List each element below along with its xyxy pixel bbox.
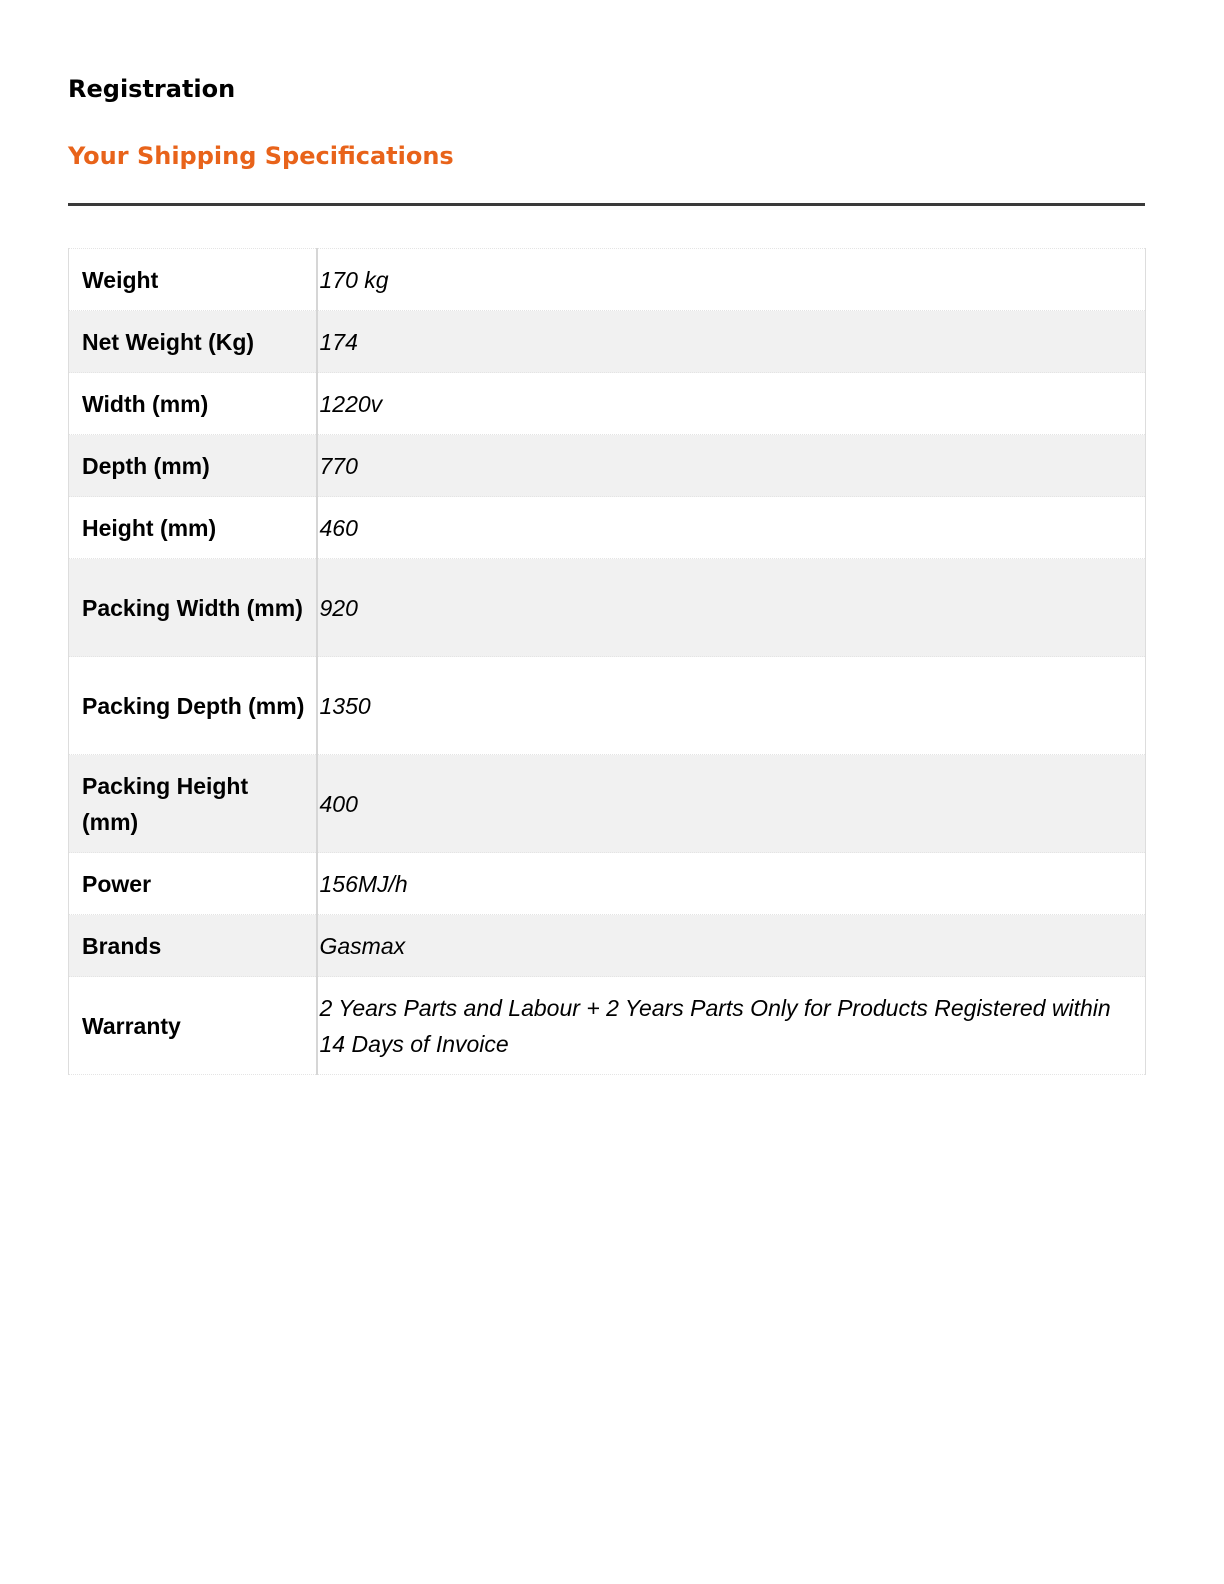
spec-label: Packing Width (mm) <box>69 559 317 657</box>
spec-value: Gasmax <box>317 915 1146 977</box>
spec-label: Weight <box>69 249 317 311</box>
spec-label: Depth (mm) <box>69 435 317 497</box>
spec-value: 170 kg <box>317 249 1146 311</box>
spec-label: Height (mm) <box>69 497 317 559</box>
spec-row-depth <box>69 435 1146 497</box>
spec-row-width <box>69 373 1146 435</box>
spec-label: Net Weight (Kg) <box>69 311 317 373</box>
spec-label: Packing Height (mm) <box>69 755 317 853</box>
spec-value: 1220v <box>317 373 1146 435</box>
spec-value: 2 Years Parts and Labour + 2 Years Parts Only for Products Registered within 14 Days of Invoice <box>317 977 1146 1075</box>
spec-row-packing-width <box>69 559 1146 657</box>
spec-label: Warranty <box>69 977 317 1075</box>
specifications-table <box>68 248 1146 1075</box>
spec-label: Width (mm) <box>69 373 317 435</box>
spec-row-warranty <box>69 977 1146 1075</box>
section-subtitle: Your Shipping Specifications <box>68 142 454 170</box>
spec-value: 174 <box>317 311 1146 373</box>
spec-row-packing-height <box>69 755 1146 853</box>
spec-label: Brands <box>69 915 317 977</box>
spec-value: 400 <box>317 755 1146 853</box>
spec-row-brands <box>69 915 1146 977</box>
spec-row-net-weight <box>69 311 1146 373</box>
spec-value: 1350 <box>317 657 1146 755</box>
spec-value: 920 <box>317 559 1146 657</box>
spec-row-packing-depth <box>69 657 1146 755</box>
spec-label: Power <box>69 853 317 915</box>
spec-value: 156MJ/h <box>317 853 1146 915</box>
spec-row-height <box>69 497 1146 559</box>
spec-value: 770 <box>317 435 1146 497</box>
spec-value: 460 <box>317 497 1146 559</box>
divider <box>68 203 1145 206</box>
spec-row-weight <box>69 249 1146 311</box>
spec-label: Packing Depth (mm) <box>69 657 317 755</box>
page-title: Registration <box>68 75 236 103</box>
spec-row-power <box>69 853 1146 915</box>
